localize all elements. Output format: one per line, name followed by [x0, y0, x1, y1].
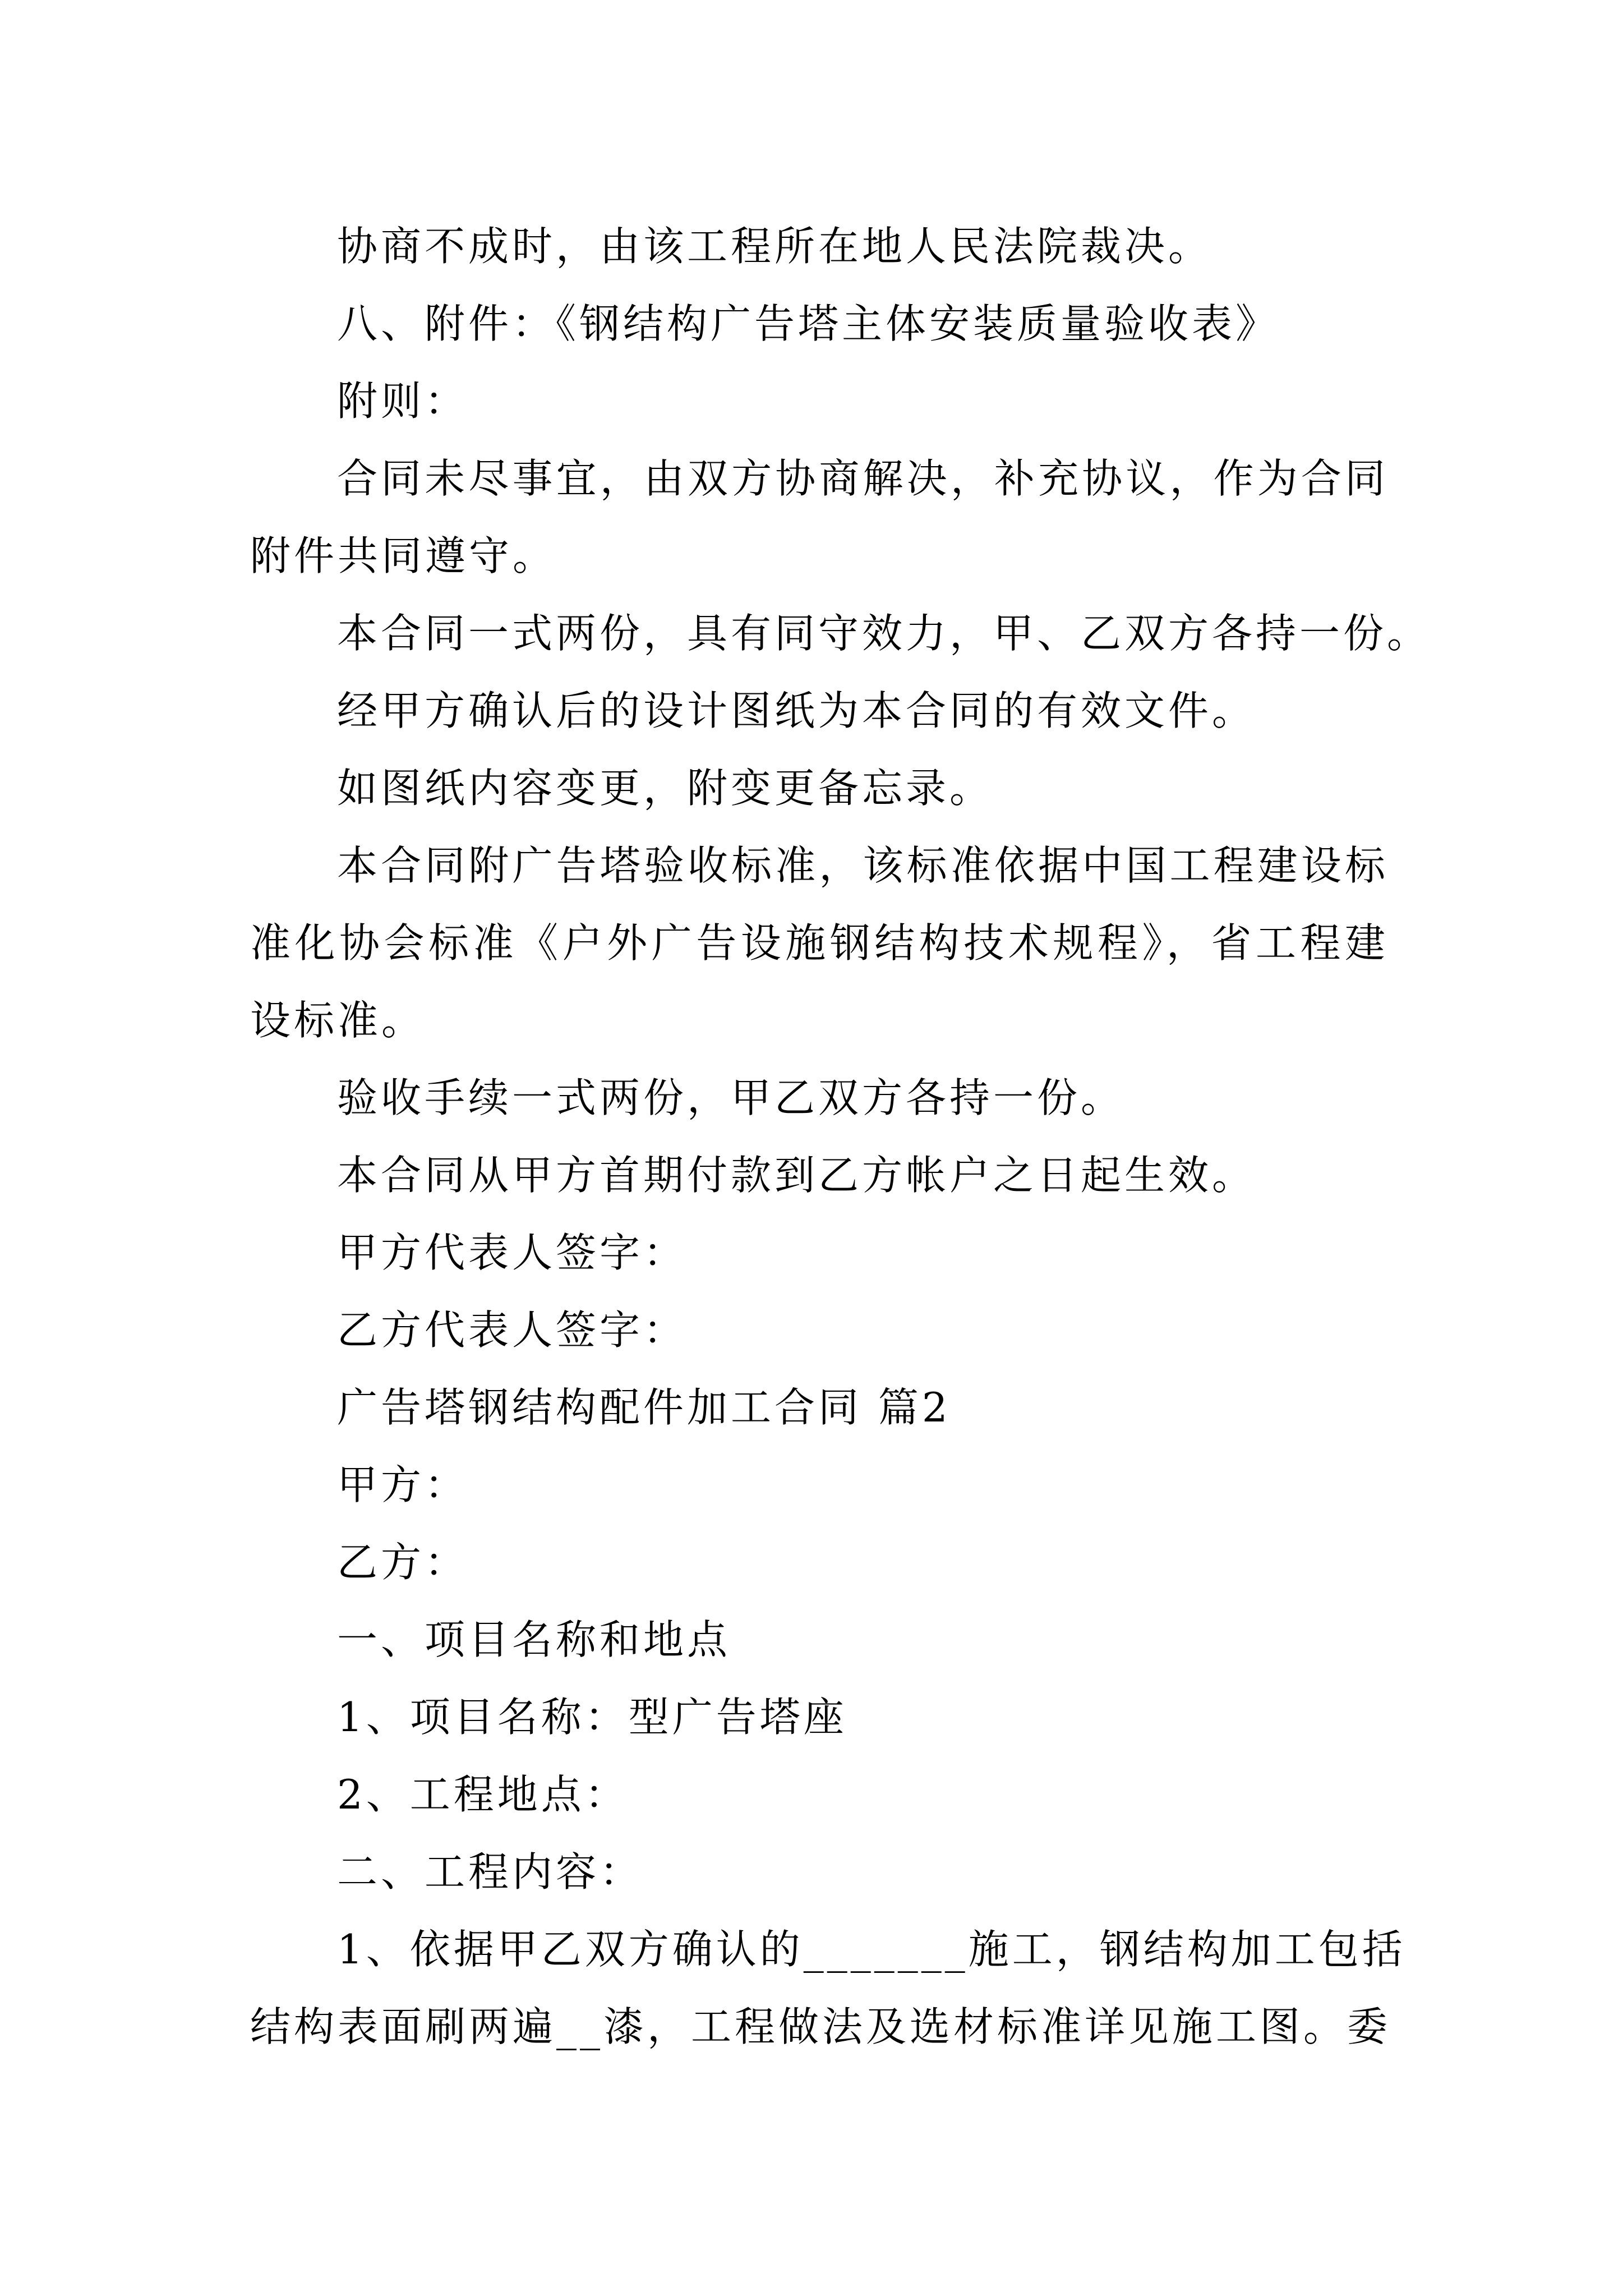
text-line: 验收手续一式两份，甲乙双方各持一份。	[337, 1074, 1125, 1121]
text-line: 准化协会标准《户外广告设施钢结构技术规程》，省工程建	[250, 919, 1389, 967]
text-line: 本合同附广告塔验收标准，该标准依据中国工程建设标	[337, 842, 1389, 889]
text-line: 乙方：	[337, 1539, 469, 1586]
text-line: 甲方：	[337, 1461, 469, 1508]
text-line: 合同未尽事宜，由双方协商解决，补充协议，作为合同	[337, 455, 1389, 502]
text-line: 经甲方确认后的设计图纸为本合同的有效文件。	[337, 687, 1256, 734]
text-line: 甲方代表人签字：	[337, 1229, 688, 1276]
text-line: 乙方代表人签字：	[337, 1306, 688, 1354]
text-line: 一、项目名称和地点	[337, 1616, 731, 1663]
section-heading: 广告塔钢结构配件加工合同 篇2	[337, 1384, 951, 1431]
text-line: 二、工程内容：	[337, 1848, 644, 1895]
text-line: 协商不成时，由该工程所在地人民法院裁决。	[337, 223, 1212, 270]
text-line: 附则：	[337, 378, 469, 425]
text-line: 附件共同遵守。	[250, 532, 557, 579]
text-line: 如图纸内容变更，附变更备忘录。	[337, 765, 994, 812]
text-line: 2、工程地点：	[337, 1771, 629, 1818]
text-line: 1、项目名称：型广告塔座	[337, 1694, 847, 1741]
text-line: 设标准。	[250, 997, 426, 1044]
text-line: 结构表面刷两遍__漆，工程做法及选材标准详见施工图。委	[250, 2003, 1391, 2050]
text-line: 1、依据甲乙双方确认的_______施工，钢结构加工包括	[337, 1926, 1406, 1973]
document-body	[250, 208, 1431, 2065]
text-line: 本合同一式两份，具有同守效力，甲、乙双方各持一份。	[337, 610, 1431, 657]
text-line: 本合同从甲方首期付款到乙方帐户之日起生效。	[337, 1152, 1256, 1199]
text-line: 八、附件：《钢结构广告塔主体安装质量验收表》	[337, 300, 1280, 347]
